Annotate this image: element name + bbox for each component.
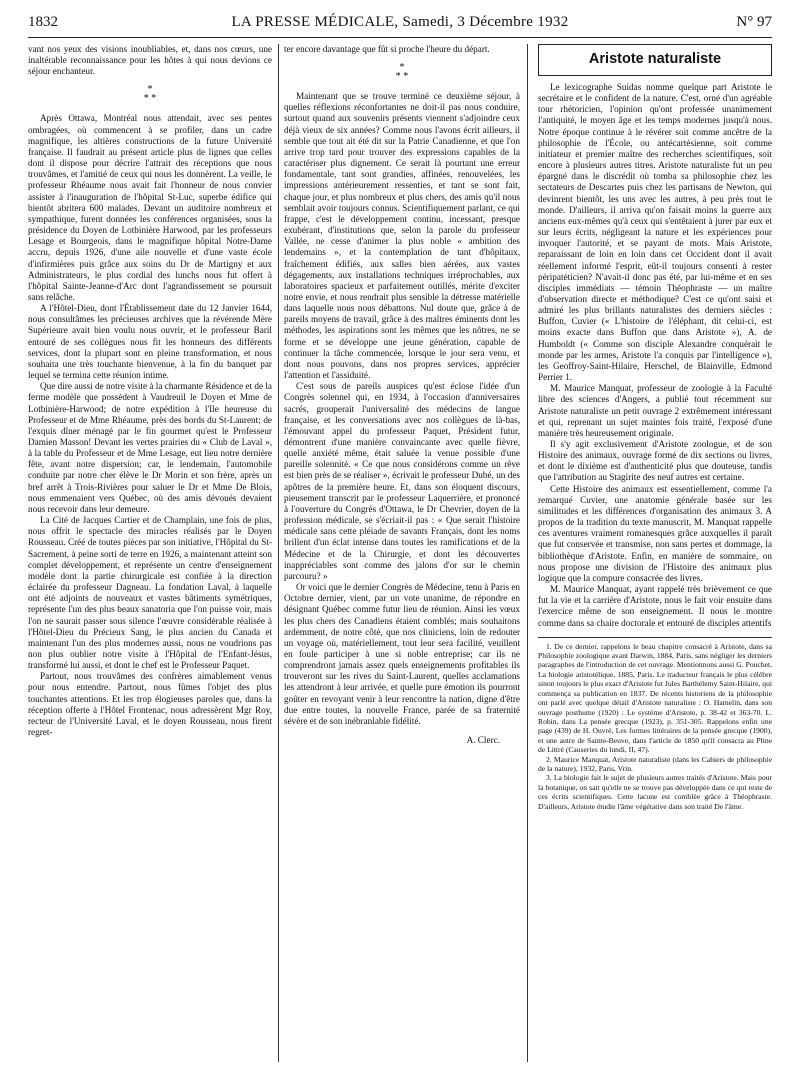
paragraph: A l'Hôtel-Dieu, dont l'Établissement date du 12 Janvier 1644, nous consultâmes les précieuses archives que la révérende Mère Supérieure avait bien voulu nous ouvrir, et le professeur Baril entouré de ses collègues nous fit les honneurs des différents services, dont la plupart sont en pleine transformation, et nous souhaita une très touchante bienvenue, à la fin du banquet par lequel se termina cette réunion intime. <box>28 303 272 381</box>
left-column <box>28 44 272 1044</box>
section-separator: * * * <box>395 62 409 83</box>
footnote: 1. De ce dernier, rappelons le beau chapitre consacré à Aristote, dans sa Philosophie zoologique avant Darwin, 1884, Paris, sans négliger les derniers paragraphes de l'introduction de cet ouvrage. Mentionnons aussi G. Pouchet, La biologie aristotélique, 1885, Paris. Le traducteur français le plus célèbre sinon toujours le plus exact d'Aristote fut Jules Barthélemy Saint-Hilaire, qui commença sa publication en 1837. De récents historiens de la philosophie ont parlé avec quelque détail d'Aristote naturaliste : O. Hamelin, dans son ouvrage posthume (1920) : Le système d'Aristote, p. 38-42 et 363-70. L. Robin, dans La pensée grecque (1923), p. 351-305. Rappelons enfin une page (439) de H. Ouvré, Les formes littéraires de la pensée grecque (1900), et une autre de Sainte-Beuve, dans l'article de 1850 qu'il consacra au Pline de Littré (Causeries du lundi, II, 47). <box>538 641 772 755</box>
issue-number: N° 97 <box>736 14 772 30</box>
article-heading: Aristote naturaliste <box>538 44 772 76</box>
header-rule <box>28 37 772 38</box>
paragraph: Partout, nous trouvâmes des confrères aimablement venus pour nous entendre. Partout, nous fûmes l'objet des plus touchantes attentions. Et les trop élogieuses paroles que, dans la réception offerte à l'Hôtel Frontenac, nous adressèrent Mgr Roy, recteur de l'Université Laval, et le doyen Rousseau, nous firent regret- <box>28 671 272 738</box>
paragraph: ter encore davantage que fût si proche l'heure du départ. <box>284 44 490 54</box>
page-header <box>28 14 772 36</box>
footnote: 2. Maurice Manquat, Aristote naturaliste (dans les Cahiers de philosophie de la nature), 1932, Paris, Vrin. <box>538 754 772 773</box>
paragraph: Il s'y agit exclusivement d'Aristote zoologue, et de son Histoire des animaux, ouvrage formé de dix sections ou livres, et dont le dixième est d'authenticité plus que douteuse, tandis que l'attribution au Stagirite des neuf autres est certaine. <box>538 439 772 483</box>
paragraph: Or voici que le dernier Congrès de Médecine, tenu à Paris en Octobre dernier, vient, par un vote unanime, de répondre en désignant Québec comme futur lieu de réunion. Ainsi les vœux les plus chers des Canadiens étaient comblés; mais souhaitons ardemment, de notre côté, que nos cliniciens, loin de redouter un voyage où, matériellement, tout leur sera facilité, veuillent en foule participer à une si noble entreprise; car ils ne comprendront jamais assez quels enseignements profitables ils trouveront sur les rives du Saint-Laurent, quelles acclamations les attendront à leur arrivée, et quelle pure émotion ils pourront goûter en revoyant venir à leur rencontre la nation, digne d'être due entre toutes, la nouvelle France, parée de sa fraternité sévère et de son inébranlable fidélité. <box>284 582 520 726</box>
footnotes <box>538 642 772 811</box>
journal-title: LA PRESSE MÉDICALE, Samedi, 3 Décembre 1932 <box>231 14 569 30</box>
paragraph: C'est sous de pareils auspices qu'est éclose l'idée d'un Congrès solennel qui, en 1934, à l'occasion d'anniversaires sacrés, grouperait l'universalité des médecins de langue française, et les conversations avec nos collègues de là-bas, l'émouvant appel du professeur Paquet, Président futur, démontrent d'une manière convaincante avec quelle fièvre, quelle anxiété même, était saluée la venue possible d'une pareille solennité. « Ce que nous considérons comme un rêve est bien près de se réaliser », écrivait le professeur Dubé, un des apôtres de la première heure. Et, dans son éloquent discours, pieusement transcrit par le professeur Laquerrière, et prononcé à l'ouverture du Congrès d'Ottawa, le Dr Chevrier, doyen de la profession médicale, se s'écriait-il pas : « Que serait l'histoire médicale sans cette pléiade de savants Français, dont les noms brillent d'un éclat intense dans toutes les ramifications et de la Médecine et de la Chirurgie, et dont les découvertes inappréciables sont comme des jalons d'or sur le chemin parcouru? » <box>284 381 520 581</box>
right-column <box>538 44 772 1044</box>
section-separator: * * * <box>143 84 157 105</box>
author-signature: A. Clerc. <box>466 735 500 746</box>
column-divider <box>527 44 528 1062</box>
paragraph: M. Maurice Manquat, professeur de zoologie à la Faculté libre des sciences d'Angers, a publié tout récemment sur Aristote naturaliste un petit ouvrage 2 extrêmement intéressant et qui, reprenant un sujet maintes fois traité, l'exposé d'une manière très heureusement originale. <box>538 383 772 438</box>
column-divider <box>278 44 279 1062</box>
paragraph: Maintenant que se trouve terminé ce deuxième séjour, à quelles réflexions réconfortantes ne doit-il pas nous conduire, surtout quand aux souvenirs présents viennent s'adjoindre ceux déjà vieux de six années? Comme nous l'avons écrit ailleurs, il semble que tout ait été dit sur la Patrie Canadienne, et que l'on arrive trop tard pour trouver des expressions capables de la caractériser plus dignement. Ce serait là pourtant une erreur fondamentale, tant sont grandies, affinées, renouvelées, les impressions antérieurement ressenties, et tant se sont fait, chaque jour, et plus nombreux et plus chers, des amis qu'il nous semblait avoir toujours connus. Scientifiquement parlant, ce qui frappe, c'est le développement continu, incessant, presque exubérant, d'institutions que, selon la parole du professeur Vallée, ne cesse d'animer la plus noble « ambition des lendemains », et la contemplation de tant d'hôpitaux, fraîchement édifiés, aux salles bien aérées, aux vastes dégagements, aux installations techniques irréprochables, aux laboratoires spacieux et parfaitement outillés, mérite d'exciter notre envie, et nous rendrait plus sensible la détresse matérielle dans laquelle nous nous débattons. Nul doute que, grâce à de pareils moyens de travail, grâce à des maîtres éminents dont les méthodes, les aspirations sont les mêmes que les nôtres, ne se forme et se développe une jeune génération, capable de continuer la tâche commencée, lorsque le jour sera venu, et dont nous pouvons, dans nos propres services, apprécier l'attention et l'assiduité. <box>284 91 520 381</box>
paragraph: Le lexicographe Suidas nomme quelque part Aristote le secrétaire et le confident de la nature. C'est, orné d'un agréable tour rhétoricien, l'opinion qu'ont professée unanimement l'antiquité, le moyen âge et les temps modernes jusqu'à nous. Notre époque continue à le révérer soit comme ancêtre de la philosophie de l'École, ou antécartésienne, soit comme initiateur et premier maître des recherches scientifiques, soit encore à plusieurs autres titres. Aristote naturaliste fut un peu épargné dans le discrédit où tomba sa philosophie chez les sectateurs de Descartes puis chez les partisans de Newton, qui devinrent bientôt, les uns avec les autres, à peu près tout le monde. D'ailleurs, il arriva qu'on faisait moins la guerre aux anciens eux-mêmes qu'à ceux qui s'entêtaient à jurer par eux et sur leurs écrits, négligeant la nature et les expériences pour invoquer l'autorité, et se payant de mots. Mais Aristote, reparaissant de loin en loin dans cet Occident dont il avait réellement informé l'esprit, eût-il toujours consenti à rester péripatéticien? N'avait-il donc pas été, par lui-même et en ses disciples immédiats — témoin Théophraste — un maître d'observation directe et méthodique? C'est ce qu'ont saisi et admiré les plus brillants naturalistes des derniers siècles : Buffon, Cuvier (« L'histoire de l'éléphant, dit celui-ci, est moins exacte dans Buffon que dans Aristote »), A. de Humboldt (« Comme son disciple Alexandre conquérait le monde par les armes, Aristote l'a conquis par l'intelligence »), les Geoffroy-Saint-Hilaire, Herschel, de Blainville, Edmond Perrier 1. <box>538 82 772 383</box>
paragraph: Que dire aussi de notre visite à la charmante Résidence et de la ferme modèle que possèdent à Vaudreuil le Doyen et Mme de Lotbinière-Harwood; de notre expédition à l'Ile heureuse du Professeur et de Mme Rhéaume, près des bords du St-Laurent; de l'exquis dîner ménagé par le fin gourmet qu'est le Professeur Damien Masson! Devant les vertes prairies du « Club de Laval », à la table du Professeur et de Mme Lesage, eut lieu notre dernière fête, avant notre dispersion; car, le lendemain, l'automobile conduite par notre cher élève le Dr Morin et son frère, après un bref arrêt à Trois-Rivières pour saluer le Dr et Mme De Blois, nous emmenaient vers Québec, où des amis dévoués devaient nous recevoir dans leur demeure. <box>28 381 272 514</box>
paragraph: Après Ottawa, Montréal nous attendait, avec ses pentes ombragées, où commencent à se profiler, dans un cadre magnifique, les altières constructions de la future Université française. Il faudrait au présent article plus de lignes que celles dont il dispose pour décrire l'attrait des réceptions que nous trouvâmes, et l'amitié de ceux qui nous les donnèrent. La veille, le professeur Rhéaume nous avait fait l'honneur de nous convier assister à l'inauguration de l'hôpital St-Luc, superbe édifice qui bientôt abritera 600 malades. Devant un auditoire nombreux et sympathique, furent données les conférences organisées, sous la présidence du Doyen de Lotbinière Harwood, par les professeurs Lesage et Bourgeois, dans le magnifique hôpital Notre-Dame accru, depuis 1926, d'une aile nouvelle et d'une vaste école d'infirmières puis grâce aux soins du Dr de Martigny et aux Administrateurs, le plus cordial des lunchs nous fut offert à l'hôpital Sainte-Jeanne-d'Arc dont l'agrandissement se poursuit sans relâche. <box>28 113 272 302</box>
footnote-rule <box>538 637 772 638</box>
paragraph: La Cité de Jacques Cartier et de Champlain, une fois de plus, nous offrit le spectacle des miracles réalisés par le Doyen Rousseau. Créé de toutes pièces par son initiative, l'Hôpital du St-Sacrement, à peine sorti de terre en 1926, a maintenant atteint son complet développement, et représente un centre d'enseignement modèle dont la partie chirurgicale est confiée à la direction éclairée du professeur Dagneau. La fondation Laval, à laquelle ont été adjoints de nouveaux et vastes bâtiments symétriques, représente l'un des plus beaux sanatoria que l'on puisse voir, mais l'on ne saurait passer sous silence l'œuvre considérable réalisée à l'Hôtel-Dieu du Précieux Sang, le plus ancien du Canada et maintenant l'un des plus modernes aussi, nous ne voudrions pas non plus oublier notre visite à l'Hôpital de l'Enfant-Jésus, transformé lui aussi, et dont le chef est le Professeur Paquet. <box>28 515 272 671</box>
footnote: 3. La biologie fait le sujet de plusieurs autres traités d'Aristote. Mais pour la botanique, on sait qu'elle ne se trouve pas développée dans ce qui reste de ces écrits scientifiques. Cette lacune est comblée grâce à Théophraste. D'ailleurs, Aristote étudie l'âme végétative dans son traité De l'âme. <box>538 773 772 811</box>
page-number: 1832 <box>28 14 58 30</box>
paragraph: M. Maurice Manquat, ayant rappelé très brièvement ce que fut la vie et la carrière d'Aristote, nous le fait voir ensuite dans l'exercice même de son enseignement. Il nous le montre comme dans sa chaire doctorale et entouré de disciples attentifs <box>538 584 772 628</box>
paragraph: vant nos yeux des visions inoubliables, et, dans nos cœurs, une inaltérable reconnaissance pour les hôtes à qui nous devions ce séjour enchanteur. <box>28 44 272 77</box>
paragraph: Cette Histoire des animaux est essentiellement, comme l'a remarqué Cuvier, une anatomie générale basée sur les similitudes et les différences d'organisation des animaux 3. A propos de la tradition du texte manuscrit, M. Manquat rappelle ces aventures vraiment romanesques grâce auxquelles il paraît que fut conservée et transmise, non sans pertes et dommage, la bibliothèque d'Aristote. Enfin, en manière de sommaire, on nous propose une division de l'Histoire des animaux plus logique que la compure consacrée des livres. <box>538 483 772 583</box>
middle-column <box>284 44 520 1044</box>
